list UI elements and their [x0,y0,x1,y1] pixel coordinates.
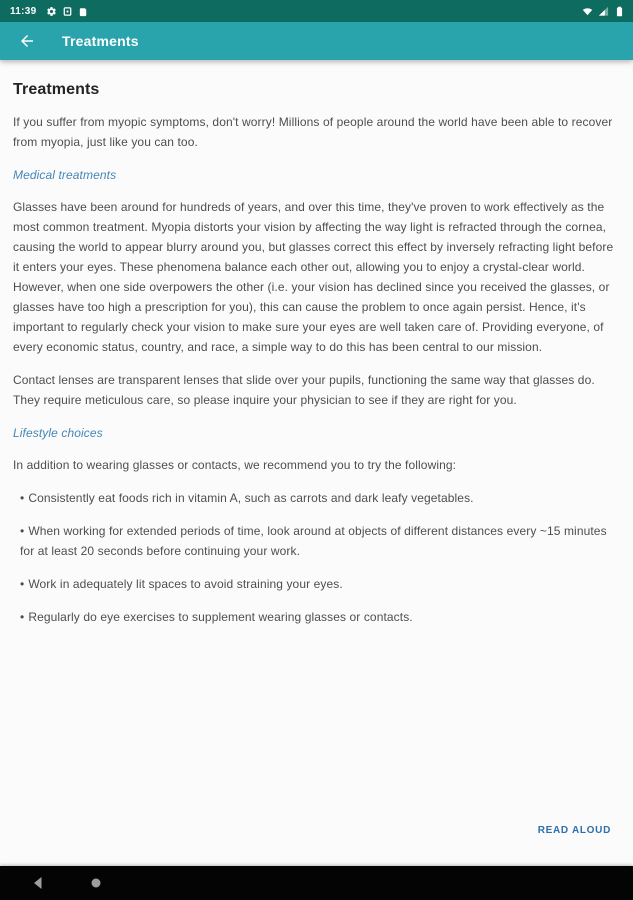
nav-back-button[interactable] [26,871,50,895]
list-item [20,488,620,508]
status-time: 11:39 [10,5,37,17]
list-item [20,521,620,561]
section-heading-lifestyle-choices: Lifestyle choices [13,426,103,440]
home-nav-icon [89,876,103,890]
navigation-bar [0,866,633,900]
intro-paragraph: If you suffer from myopic symptoms, don't worry! Millions of people around the world have been able to recover from myopia, just like you can too. [13,115,613,149]
clipboard-notification-icon [78,6,89,17]
battery-icon [614,6,625,17]
paragraph-lifestyle-intro: In addition to wearing glasses or contacts, we recommend you to try the following: [13,458,457,472]
paragraph-contacts: Contact lenses are transparent lenses that slide over your pupils, functioning the same way that glasses do. They require meticulous care, so please inquire your physician to see if they are right for you. [13,373,595,407]
settings-gear-icon [46,6,57,17]
article-content [0,60,633,866]
cell-signal-icon [598,6,609,17]
page-title: Treatments [13,81,100,98]
bullet-icon: • [20,610,25,624]
nav-home-button[interactable] [84,871,108,895]
paragraph-glasses: Glasses have been around for hundreds of years, and over this time, they've proven to work effectively as the most common treatment. Myopia distorts your vision by affecting the way light is refracted through the cornea, causing the world to appear blurry around you, but glasses correct this effect by inversely refracting light before it enters your eyes. These phenomena balance each other out, allowing you to enjoy a crystal-clear world. However, when one side overpowers the other (i.e. your vision has declined since you received the glasses, or glasses have too high a prescription for you), this can cause the problem to once again persist. Hence, it's important to regularly check your vision to make sure your eyes are well taken care of. Providing everyone, of every economic status, country, and race, a simple way to do this has been central to our mission. [13,200,614,354]
list-item-text: Regularly do eye exercises to supplement wearing glasses or contacts. [28,610,413,624]
bullet-icon: • [20,577,25,591]
status-bar [0,0,633,22]
read-aloud-button[interactable]: READ ALOUD [536,821,613,840]
arrow-left-icon [18,32,36,50]
list-item [20,574,620,594]
back-nav-icon [31,876,45,890]
back-button[interactable] [16,30,38,52]
status-bar-left [10,6,89,17]
bullet-icon: • [20,491,25,505]
list-item-text: Work in adequately lit spaces to avoid straining your eyes. [28,577,343,591]
status-bar-right [582,6,625,17]
app-bar-title: Treatments [62,33,139,49]
list-item-text: When working for extended periods of time, look around at objects of different distances every ~15 minutes for at least 20 seconds before continuing your work. [20,524,607,558]
wifi-icon [582,6,593,17]
list-item-text: Consistently eat foods rich in vitamin A, such as carrots and dark leafy vegetables. [28,491,474,505]
sim-card-icon [62,6,73,17]
app-bar [0,22,633,60]
list-item [20,607,620,627]
bullet-icon: • [20,524,25,538]
section-heading-medical-treatments: Medical treatments [13,168,117,182]
